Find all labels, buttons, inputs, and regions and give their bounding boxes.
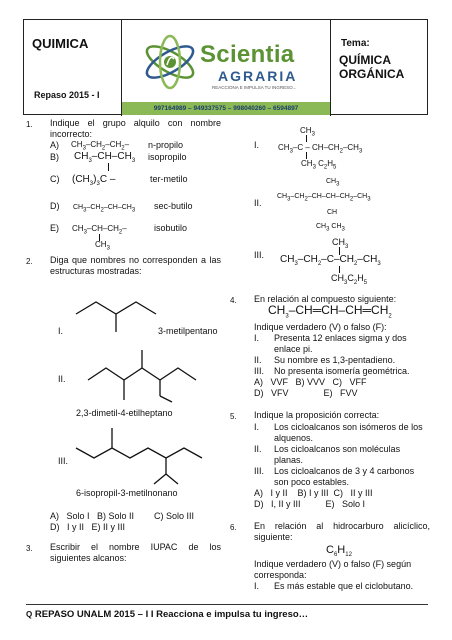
q1-opt-a-name: n-propilo bbox=[148, 140, 184, 150]
q2-number: 2. bbox=[26, 257, 33, 266]
footer-text: REPASO UNALM 2015 – I I Reacciona e impulsa tu ingreso… bbox=[34, 609, 309, 620]
q3-number: 3. bbox=[26, 544, 33, 553]
q4-stmt-i-label: I. bbox=[254, 333, 260, 343]
q1-opt-b-name: isopropilo bbox=[148, 152, 187, 162]
q2-answers-row2: D) I y II E) II y III bbox=[50, 522, 126, 532]
q3-iii-bond-bottom bbox=[339, 266, 340, 273]
q2-item-i-name: 3-metilpentano bbox=[158, 326, 218, 336]
q3-iii-top: $CH_3$ bbox=[332, 237, 349, 250]
q2-structure-iii bbox=[76, 418, 206, 488]
q1-opt-e-label: E) bbox=[50, 223, 59, 233]
q5-answers-row2: D) I, II y III E) Solo I bbox=[254, 499, 366, 509]
q3-ii-main: CH3–CH2–CH–CH–CH2–CH3 bbox=[277, 193, 371, 203]
footer bbox=[26, 604, 428, 620]
course-title: QUIMICA bbox=[32, 36, 89, 51]
q1-opt-e-branch: $CH_3$ bbox=[95, 240, 110, 252]
header-box bbox=[23, 19, 428, 115]
q1-opt-b-bond bbox=[108, 163, 109, 171]
q1-opt-e-formula: $CH_3-CH-CH_2-$ bbox=[72, 224, 127, 236]
q3-text: Escribir el nombre IUPAC de los siguientes alcanos: bbox=[50, 542, 221, 563]
q2-answers-row1: A) Solo I B) Solo II C) Solo III bbox=[50, 511, 195, 521]
q4-stmt-i-text: Presenta 12 enlaces sigma y dos enlace pi. bbox=[274, 333, 407, 354]
q3-label-i: I. bbox=[254, 140, 260, 150]
header-right-cell bbox=[330, 20, 427, 116]
course-subtitle: Repaso 2015 - I bbox=[34, 90, 100, 100]
atom-logo-icon bbox=[140, 32, 200, 92]
q1-opt-c-name: ter-metilo bbox=[150, 174, 188, 184]
q2-item-iii-label: III. bbox=[58, 456, 69, 466]
q5-number: 5. bbox=[230, 412, 237, 421]
q1-opt-b-label: B) bbox=[50, 152, 59, 162]
q3-i-top: $CH_3$ bbox=[300, 126, 315, 138]
tema-value: QUÍMICA ORGÁNICA bbox=[339, 53, 405, 81]
q5-stmt-i-text: Los cicloalcanos son isómeros de los alquenos. bbox=[274, 422, 423, 443]
q6-stmt-i-label: I. bbox=[254, 581, 260, 591]
q5-stmt-ii-text: Los cicloalcanos son moléculas planas. bbox=[274, 444, 401, 465]
q3-i-bond-bottom bbox=[306, 152, 307, 159]
q3-label-ii: II. bbox=[254, 198, 262, 208]
q3-label-iii: III. bbox=[254, 250, 265, 260]
q3-i-main: $CH_3-C - CH-CH_2-CH_3$ bbox=[278, 143, 363, 155]
q3-iii-main: $CH_3-CH_2-C-CH_2-CH_3$ bbox=[280, 254, 381, 267]
q1-opt-c-label: C) bbox=[50, 174, 60, 184]
q1-text: Indique el grupo alquilo con nombre incorrecto: bbox=[50, 118, 221, 139]
q4-stmt-iii-label: III. bbox=[254, 366, 265, 376]
q4-formula: $CH_3-CH═CH-CH═CH_2$ bbox=[268, 303, 392, 320]
q4-stmt-ii-text: Su nombre es 1,3-pentadieno. bbox=[274, 355, 396, 365]
q3-iii-bottom: $CH_3C_2H_5$ bbox=[331, 273, 368, 286]
q4-number: 4. bbox=[230, 296, 237, 305]
q2-structure-ii bbox=[88, 342, 198, 402]
q1-opt-d-name: sec-butilo bbox=[154, 201, 193, 211]
q1-number: 1. bbox=[26, 120, 33, 129]
q2-item-iii-name: 6-isopropil-3-metilnonano bbox=[76, 488, 178, 498]
q5-text: Indique la proposición correcta: bbox=[254, 410, 380, 420]
q5-stmt-iii-label: III. bbox=[254, 466, 265, 476]
q6-stmt-i-text: Es más estable que el ciclobutano. bbox=[274, 581, 414, 591]
tema-label: Tema: bbox=[341, 38, 370, 49]
logo-subname: AGRARIA bbox=[218, 68, 298, 84]
q2-item-i-label: I. bbox=[58, 326, 64, 336]
q2-item-ii-name: 2,3-dimetil-4-etilheptano bbox=[76, 408, 173, 418]
phone-banner: 997164989 – 949337575 – 998040260 – 6594897 bbox=[122, 102, 330, 115]
q1-opt-b-formula: $CH_3-CH-CH_3$ bbox=[74, 151, 136, 164]
header-left-cell bbox=[24, 20, 122, 116]
logo-tagline: REACCIONA E IMPULSA TU INGRESO... bbox=[212, 85, 297, 90]
q3-ii-mid: CH bbox=[327, 209, 338, 216]
q1-opt-c-formula: $(CH_3)_3C$ – bbox=[72, 174, 116, 187]
q6-number: 6. bbox=[230, 523, 237, 532]
q4-stmt-ii-label: II. bbox=[254, 355, 262, 365]
q4-answers-row1: A) VVF B) VVV C) VFF bbox=[254, 377, 367, 387]
q6-text: En relación al hidrocarburo alicíclico, siguiente: bbox=[254, 521, 430, 542]
q6-instruction: Indique verdadero (V) o falso (F) según corresponda: bbox=[254, 559, 412, 580]
q1-opt-a-formula: $CH_3-CH_2-CH_2-$ bbox=[71, 140, 130, 152]
q6-formula: $C_6H_{12}$ bbox=[326, 544, 352, 559]
q3-ii-top: CH3 bbox=[326, 178, 340, 188]
q4-text: En relación al compuesto siguiente: bbox=[254, 294, 397, 304]
logo-name: Scientia bbox=[200, 41, 295, 68]
q3-i-bond-top bbox=[306, 135, 307, 142]
q2-text: Diga que nombres no corresponden a las estructuras mostradas: bbox=[50, 255, 221, 276]
q1-opt-d-label: D) bbox=[50, 201, 60, 211]
q5-stmt-i-label: I. bbox=[254, 422, 260, 432]
footer-mark: Q bbox=[26, 610, 33, 619]
q4-stmt-iii-text: No presenta isomería geométrica. bbox=[274, 366, 410, 376]
q4-instruction: Indique verdadero (V) o falso (F): bbox=[254, 322, 387, 332]
q1-opt-a-label: A) bbox=[50, 140, 59, 150]
q5-answers-row1: A) I y II B) I y III C) II y III bbox=[254, 488, 373, 498]
q5-stmt-ii-label: II. bbox=[254, 444, 262, 454]
q3-ii-bottom: CH3 CH3 bbox=[316, 223, 345, 233]
q3-i-bottom: $CH_3$ $C_2H_5$ bbox=[301, 159, 337, 171]
q1-opt-e-name: isobutilo bbox=[154, 223, 188, 233]
q1-opt-d-formula: CH3–CH2–CH–CH3 bbox=[73, 204, 136, 214]
q5-stmt-iii-text: Los cicloalcanos de 3 y 4 carbonos son poco estables. bbox=[274, 466, 415, 487]
q4-answers-row2: D) VFV E) FVV bbox=[254, 388, 358, 398]
q2-item-ii-label: II. bbox=[58, 374, 66, 384]
